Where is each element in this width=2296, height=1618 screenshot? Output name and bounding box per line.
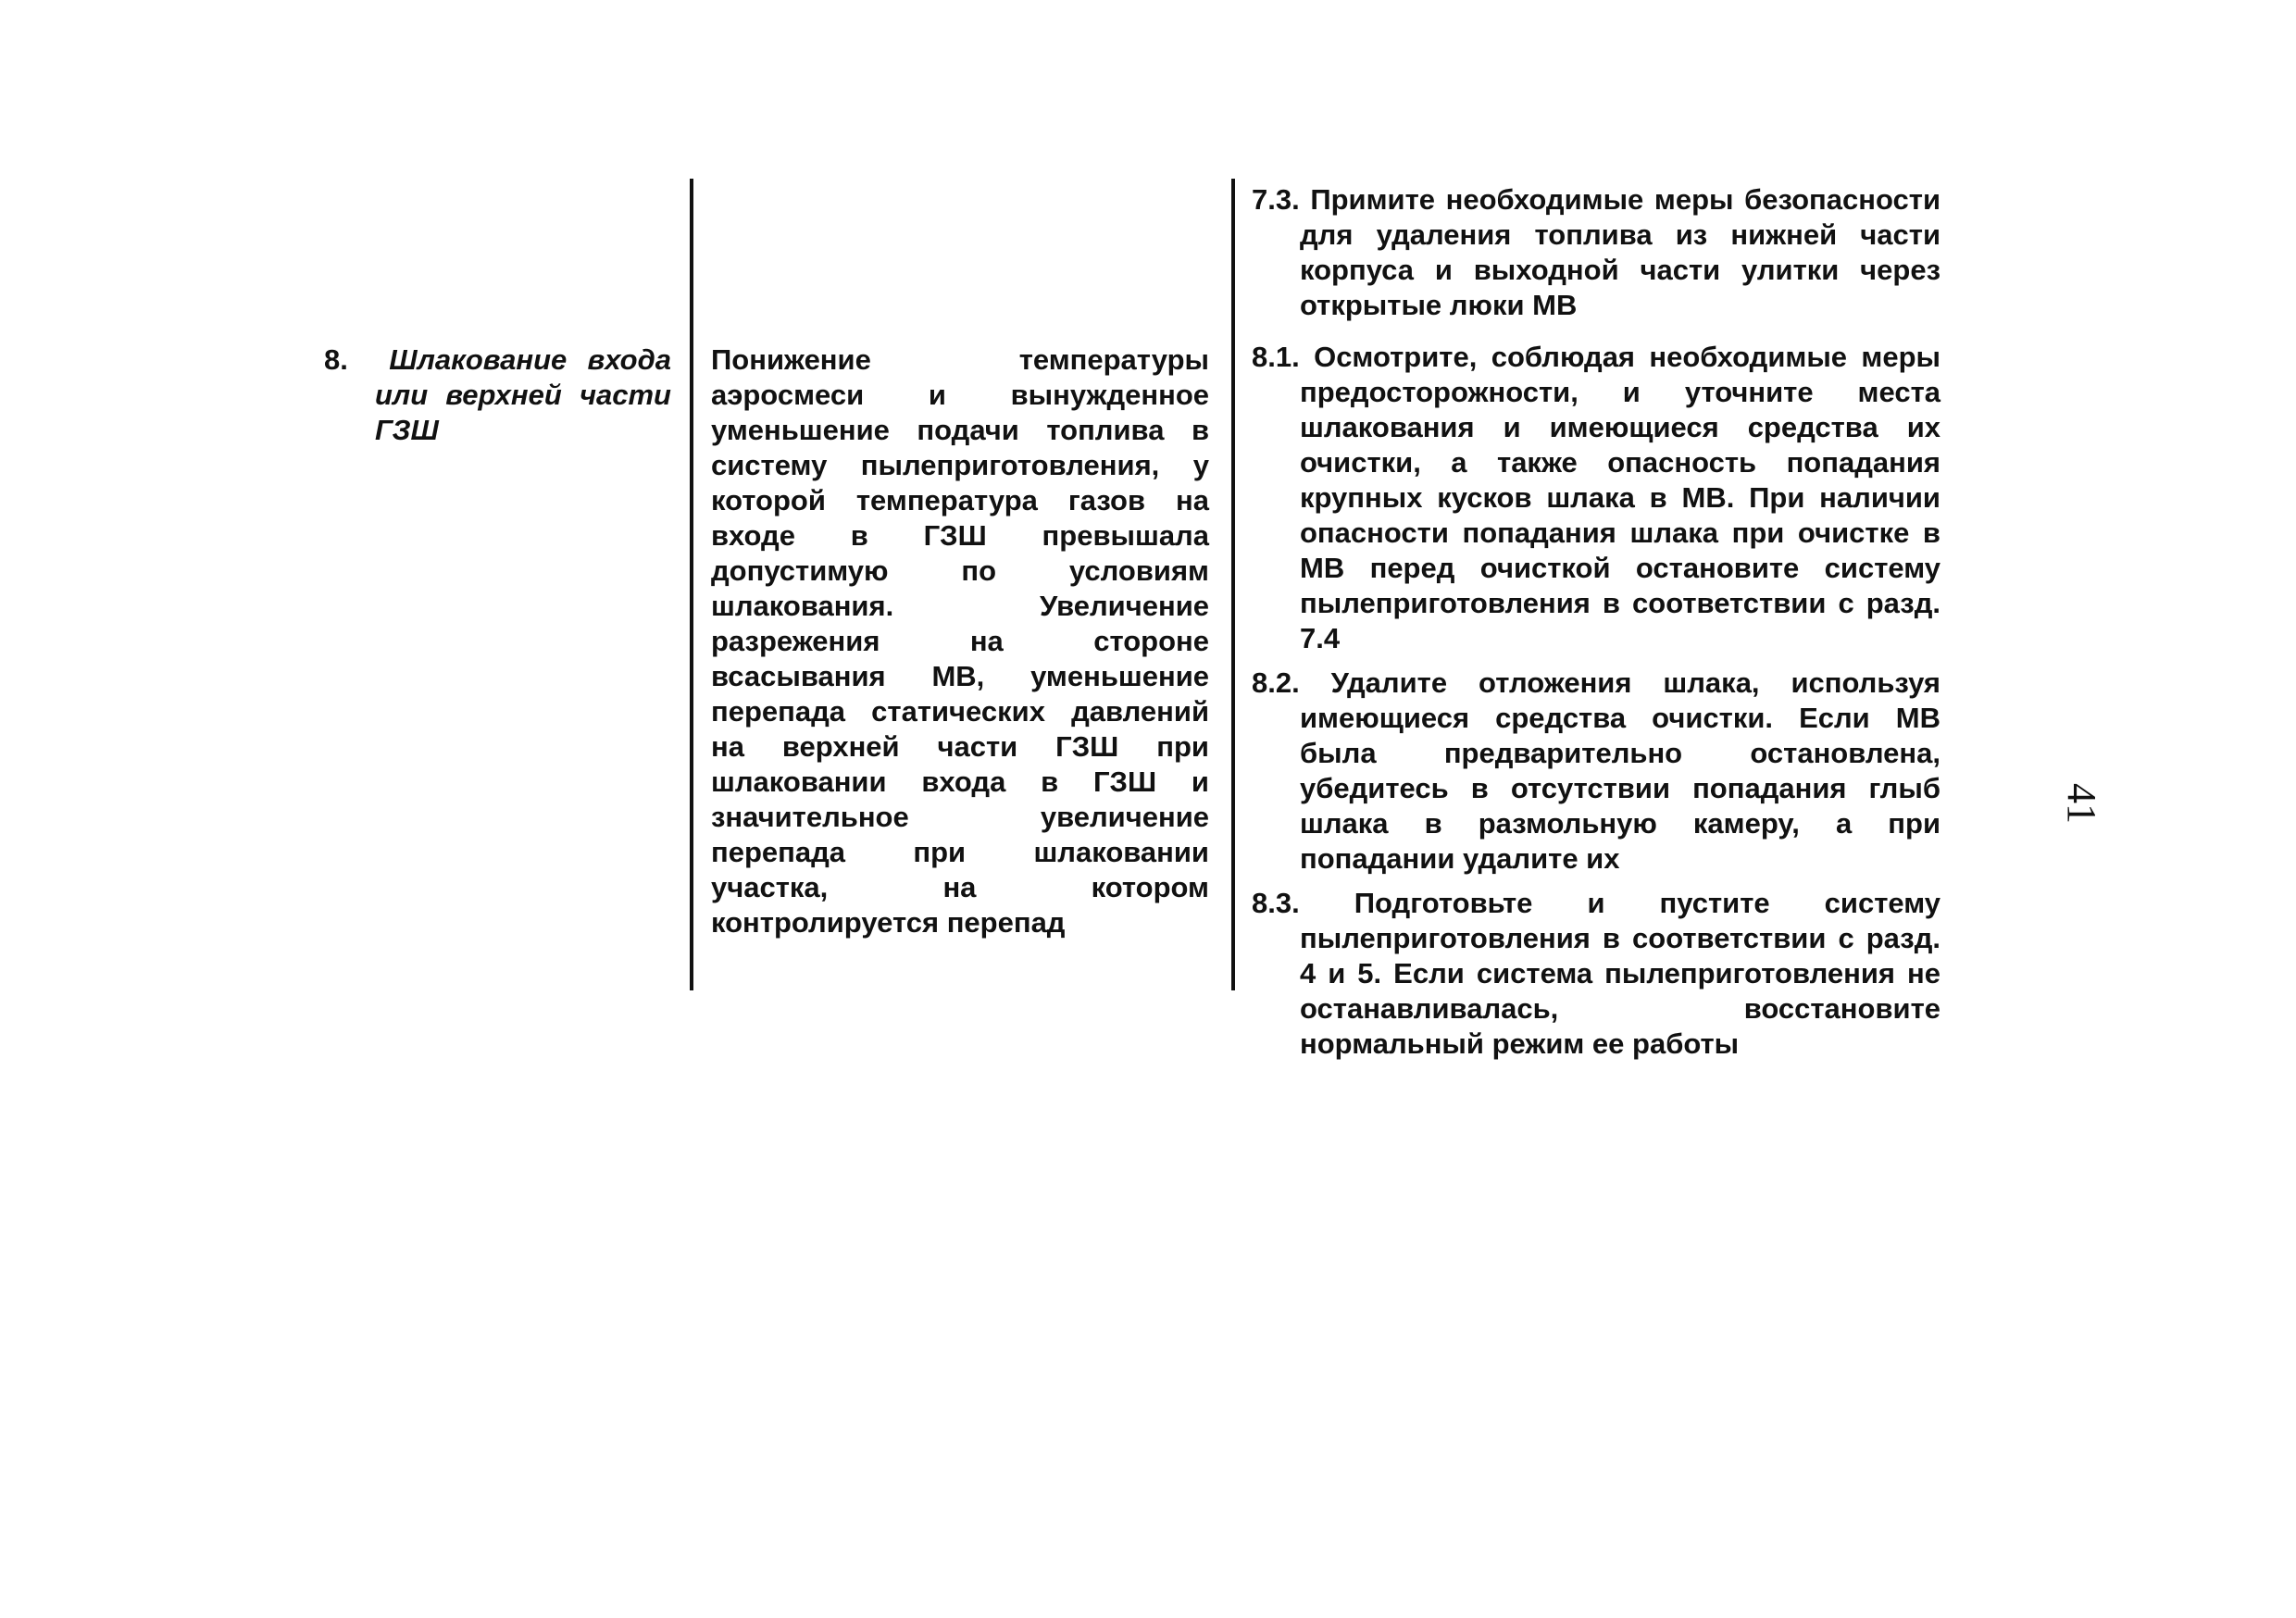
action-step-8-1: 8.1. Осмотрите, соблюдая необходимые меры предосторожности, и уточните места шлакования и имеющиеся средства их очистки, а также опасность попадания крупных кусков шлака в МВ. При наличии опасности попадания шлака при очистке в МВ перед очисткой остановите систему пылеприготовления в соответствии с разд. 7.4 (1252, 341, 1940, 654)
column-divider-right (1231, 179, 1235, 990)
action-step-8-3: 8.3. Подготовьте и пустите систему пылеприготовления в соответствии с разд. 4 и 5. Если система пылеприготовления не останавливалась, восстановите нормальный режим ее работы (1252, 887, 1940, 1060)
malfunction-cell (324, 342, 671, 448)
signs-cell (711, 342, 1209, 940)
column-divider-left (690, 179, 693, 990)
malfunction-item (324, 342, 671, 448)
page-number: 41 (2059, 783, 2104, 824)
malfunction-number: 8. (324, 343, 348, 376)
actions-cell (1252, 182, 1940, 1071)
signs-text: Понижение температуры аэросмеси и вынужденное уменьшение подачи топлива в систему пылеприготовления, у которой температура газов на входе в ГЗШ превышала допустимую по условиям шлакования. Увеличение разрежения на стороне всасывания МВ, уменьшение перепада статических давлений на верхней части ГЗШ при шлаковании входа в ГЗШ и значительное увеличение перепада при шлаковании участка, на котором контролируется перепад (711, 343, 1209, 939)
malfunction-text: Шлакование входа или верхней части ГЗШ (375, 343, 671, 446)
action-step-8-2: 8.2. Удалите отложения шлака, используя имеющиеся средства очистки. Если МВ была предварительно остановлена, убедитесь в отсутствии попадания глыб шлака в размольную камеру, а при попадании удалите их (1252, 666, 1940, 875)
action-step-7-3: 7.3. Примите необходимые меры безопасности для удаления топлива из нижней части корпуса и выходной части улитки через открытые люки МВ (1252, 183, 1940, 321)
